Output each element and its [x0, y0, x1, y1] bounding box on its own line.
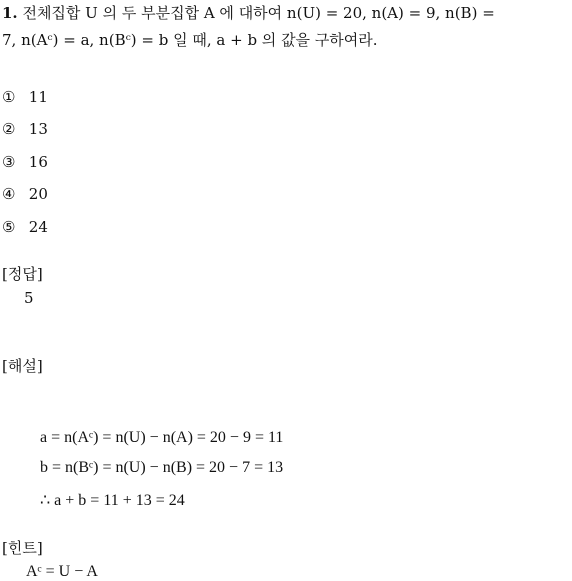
answer-label: [정답] [2, 265, 43, 283]
choice-4-mark: ④ [2, 185, 16, 203]
choice-2-text: 13 [28, 120, 48, 138]
hint-text: Aᶜ = U − A [26, 563, 98, 580]
explanation-label: [해설] [2, 357, 43, 375]
choice-5-text: 24 [28, 218, 48, 236]
choice-3-mark: ③ [2, 153, 16, 171]
choice-3[interactable] [2, 153, 48, 171]
choice-5-mark: ⑤ [2, 218, 16, 236]
question-line-2 [2, 29, 378, 50]
choice-1[interactable] [2, 88, 48, 106]
question-line-1 [2, 2, 495, 23]
choice-3-text: 16 [28, 153, 48, 171]
question-text-1: 전체집합 U 의 두 부분집합 A 에 대하여 n(U) = 20, n(A) = 9, n(B) = [22, 4, 495, 22]
explanation-line-1: a = n(Aᶜ) = n(U) − n(A) = 20 − 9 = 11 [40, 429, 284, 446]
answer-value: 5 [24, 289, 34, 307]
question-number: 1. [2, 4, 18, 22]
choice-4[interactable] [2, 185, 48, 203]
question-text-2: 7, n(Aᶜ) = a, n(Bᶜ) = b 일 때, a + b 의 값을 구하여라. [2, 31, 378, 49]
choice-2-mark: ② [2, 120, 16, 138]
choice-4-text: 20 [28, 185, 48, 203]
explanation-line-2: b = n(Bᶜ) = n(U) − n(B) = 20 − 7 = 13 [40, 459, 284, 476]
explanation-line-3: ∴ a + b = 11 + 13 = 24 [40, 492, 185, 509]
choice-1-text: 11 [28, 88, 48, 106]
hint-label: [힌트] [2, 539, 43, 557]
choice-1-mark: ① [2, 88, 16, 106]
choice-2[interactable] [2, 120, 48, 138]
choice-5[interactable] [2, 218, 48, 236]
